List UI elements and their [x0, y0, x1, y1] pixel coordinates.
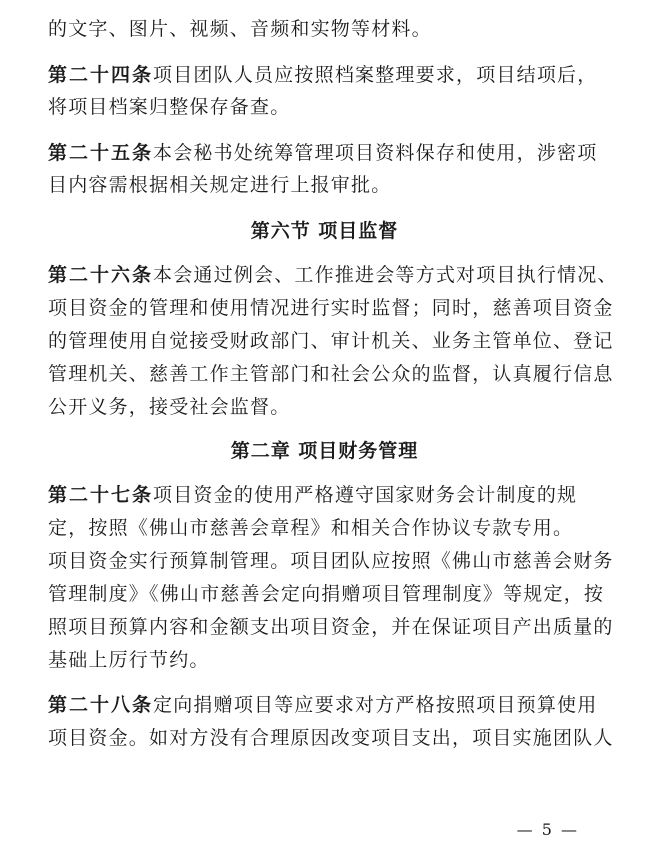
article-27-line-2: 定，按照《佛山市慈善会章程》和相关合作协议专款专用。	[48, 517, 574, 539]
article-28-line-1	[48, 694, 608, 716]
article-28-text: 定向捐赠项目等应要求对方严格按照项目预算使用	[153, 694, 598, 716]
article-27-line-3: 项目资金实行预算制管理。项目团队应按照《佛山市慈善会财务	[48, 550, 614, 572]
article-27-line-4: 管理制度》《佛山市慈善会定向捐赠项目管理制度》等规定，按	[48, 583, 605, 605]
article-24-text: 项目团队人员应按照档案整理要求，项目结项后，	[153, 64, 598, 86]
article-26-line-3: 的管理使用自觉接受财政部门、审计机关、业务主管单位、登记	[48, 330, 614, 352]
article-26-line-5: 公开义务，接受社会监督。	[48, 396, 291, 418]
article-26-line-1	[48, 264, 618, 286]
article-27-line-5: 照项目预算内容和金额支出项目资金，并在保证项目产出质量的	[48, 616, 614, 638]
article-28-line-2: 项目资金。如对方没有合理原因改变项目支出，项目实施团队人	[48, 727, 614, 749]
article-25-line-2: 目内容需根据相关规定进行上报审批。	[48, 174, 392, 196]
article-26-text: 本会通过例会、工作推进会等方式对项目执行情况、	[153, 264, 618, 286]
article-27-text: 项目资金的使用严格遵守国家财务会计制度的规	[153, 484, 578, 506]
article-25-label: 第二十五条	[48, 142, 154, 164]
article-24-line-2: 将项目档案归整保存备查。	[48, 96, 291, 118]
page-number: — 5 —	[516, 820, 579, 839]
text-line: 的文字、图片、视频、音频和实物等材料。	[48, 18, 432, 40]
article-24-label: 第二十四条	[48, 64, 154, 86]
section-6-heading: 第六节 项目监督	[250, 220, 399, 242]
article-26-line-4: 管理机关、慈善工作主管部门和社会公众的监督，认真履行信息	[48, 363, 614, 385]
article-27-line-1	[48, 484, 608, 506]
article-28-label: 第二十八条	[48, 694, 154, 716]
article-25-text: 本会秘书处统筹管理项目资料保存和使用，涉密项	[153, 142, 598, 164]
article-27-label: 第二十七条	[48, 484, 154, 506]
article-26-label: 第二十六条	[48, 264, 154, 286]
article-24-line-1	[48, 64, 608, 86]
chapter-2-heading: 第二章 项目财务管理	[230, 440, 419, 462]
article-26-line-2: 项目资金的管理和使用情况进行实时监督；同时，慈善项目资金	[48, 297, 614, 319]
article-25-line-1	[48, 142, 608, 164]
article-27-line-6: 基础上厉行节约。	[48, 649, 210, 671]
